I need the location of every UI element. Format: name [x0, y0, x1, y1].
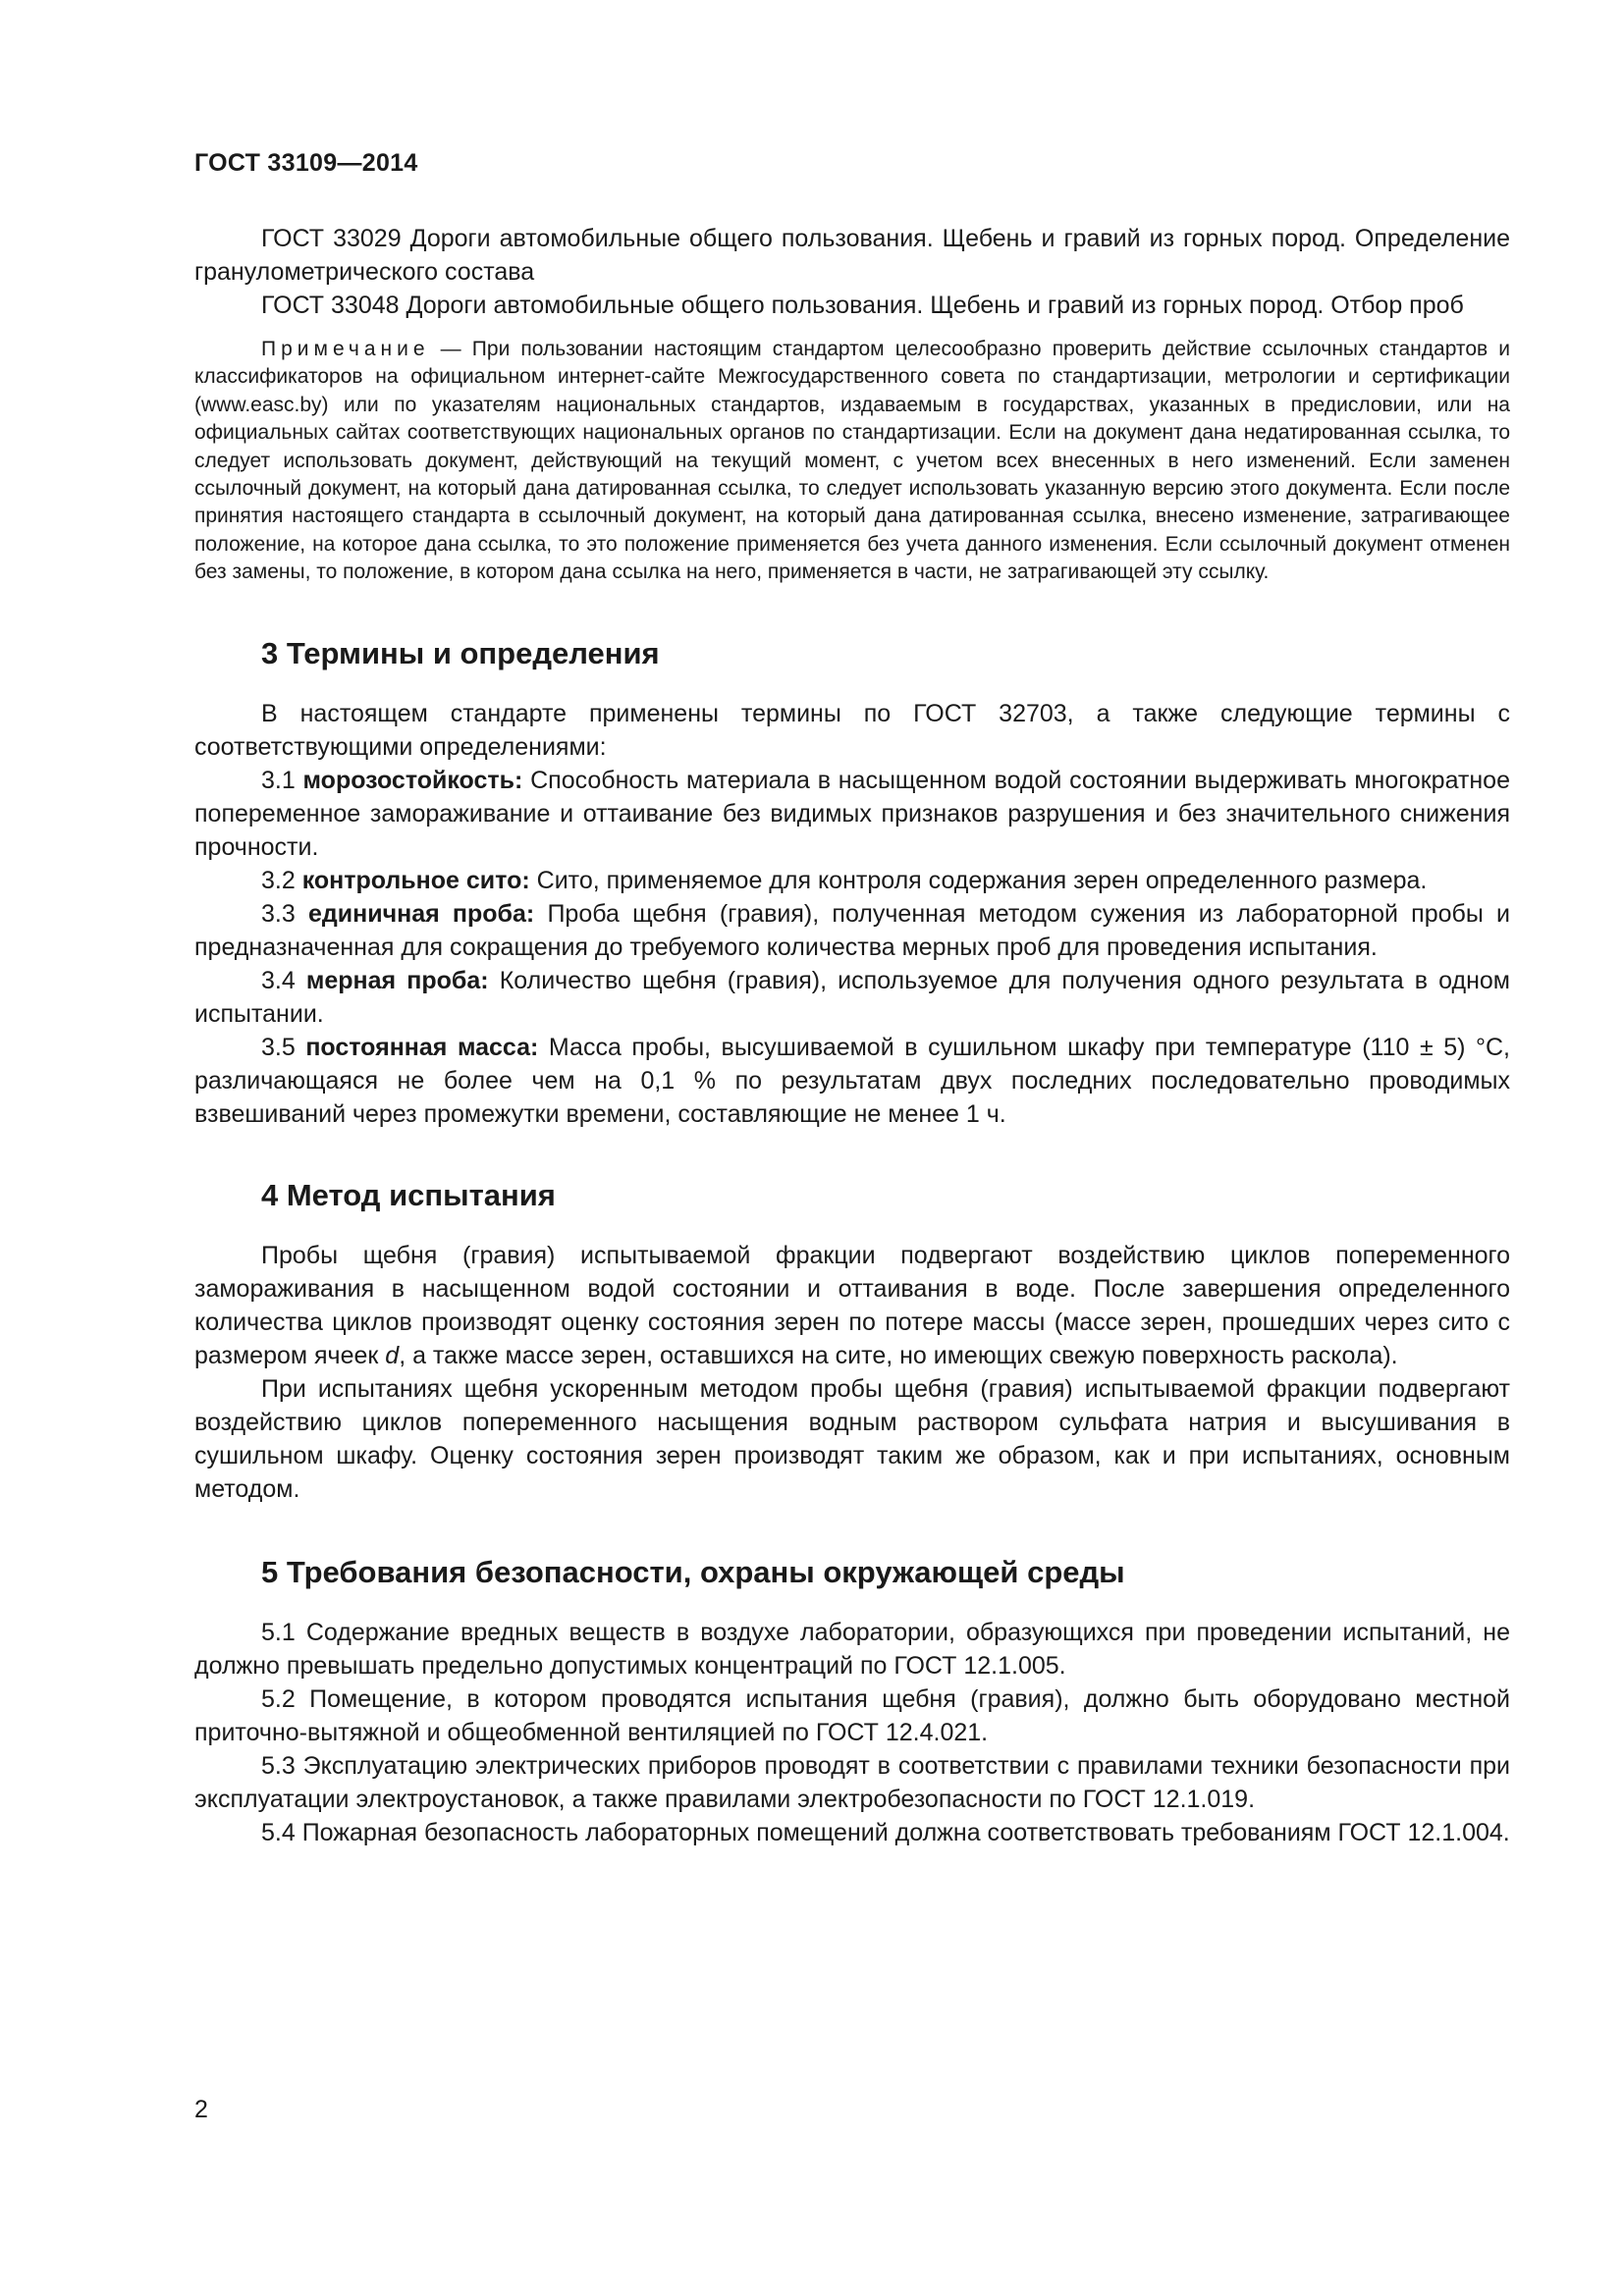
term-definition [194, 764, 1510, 864]
note-text: При пользовании настоящим стандартом целесообразно проверить действие ссылочных стандартов и классификаторов на официальном интернет-сайте Межгосударственного совета по стандартизации, метрологии и сертификации (www.easc.by) или по указателям национальных стандартов, издаваемым в государствах, указанных в предисловии, или на официальных сайтах соответствующих национальных органов по стандартизации. Если на документ дана недатированная ссылка, то следует использовать документ, действующий на текущий момент, с учетом всех внесенных в него изменений. Если заменен ссылочный документ, на который дана датированная ссылка, то следует использовать указанную версию этого документа. Если после принятия настоящего стандарта в ссылочный документ, на который дана датированная ссылка, внесено изменение, затрагивающее положение, на которое дана ссылка, то это положение применяется без учета данного изменения. Если ссылочный документ отменен без замены, то положение, в котором дана ссылка на него, применяется в части, не затрагивающей эту ссылку. [194, 338, 1510, 584]
section-3-title: 3 Термины и определения [261, 635, 660, 670]
section-4-title: 4 Метод испытания [261, 1177, 556, 1212]
term-definition [194, 964, 1510, 1031]
term-definition [194, 1031, 1510, 1131]
term-text: Проба щебня (гравия), полученная методом сужения из лабораторной пробы и предназначенная для сокращения до требуемого количества мерных проб для проведения испытания. [194, 899, 1510, 961]
term-definition [194, 897, 1510, 964]
paragraph-text: Пробы щебня (гравия) испытываемой фракции подвергают воздействию циклов попеременного замораживания в насыщенном водой состоянии и оттаивания в воде. После завершения определенного количества циклов производят оценку состояния зерен по потере массы (массе зерен, прошедших через сито с размером ячеек [194, 1241, 1510, 1369]
term-name: единичная проба: [307, 899, 535, 928]
page-number: 2 [194, 2096, 208, 2123]
reference-entry: ГОСТ 33048 Дороги автомобильные общего пользования. Щебень и гравий из горных пород. Отбор проб [261, 292, 1464, 319]
term-number: 3.5 [261, 1033, 306, 1061]
term-name: мерная проба: [305, 966, 489, 994]
section-5-item: 5.3 Эксплуатацию электрических приборов проводят в соответствии с правилами техники безопасности при эксплуатации электроустановок, а также правилами электробезопасности по ГОСТ 12.1.019. [194, 1751, 1510, 1813]
note-dash: — [429, 338, 472, 360]
term-definition [194, 864, 1510, 897]
term-text: Масса пробы, высушиваемой в сушильном шкафу при температуре (110 ± 5) °С, различающаяся не более чем на 0,1 % по результатам двух последних последовательно проводимых взвешиваний через промежутки времени, составляющие не менее 1 ч. [194, 1033, 1511, 1128]
reference-entry: ГОСТ 33029 Дороги автомобильные общего пользования. Щебень и гравий из горных пород. Определение гранулометрического состава [194, 225, 1510, 286]
section-5-item: 5.1 Содержание вредных веществ в воздухе лаборатории, образующихся при проведении испытаний, не должно превышать предельно допустимых концентраций по ГОСТ 12.1.005. [194, 1618, 1510, 1680]
section-5-item: 5.4 Пожарная безопасность лабораторных помещений должна соответствовать требованиям ГОСТ 12.1.004. [261, 1818, 1510, 1846]
term-text: Способность материала в насыщенном водой состоянии выдерживать многократное попеременное замораживание и оттаивание без видимых признаков разрушения и без значительного снижения прочности. [194, 766, 1510, 861]
term-name: постоянная масса: [305, 1033, 539, 1061]
section-4-paragraph: При испытаниях щебня ускоренным методом пробы щебня (гравия) испытываемой фракции подвергают воздействию циклов попеременного насыщения водным раствором сульфата натрия и высушивания в сушильном шкафу. Оценку состояния зерен производят таким же образом, как и при испытаниях, основным методом. [194, 1374, 1510, 1503]
section-5-title: 5 Требования безопасности, охраны окружающей среды [261, 1554, 1125, 1589]
document-header: ГОСТ 33109—2014 [194, 149, 418, 177]
paragraph-text: , а также массе зерен, оставшихся на сите, но имеющих свежую поверхность раскола). [399, 1341, 1398, 1369]
term-text: Сито, применяемое для контроля содержания зерен определенного размера. [529, 866, 1428, 894]
term-text: Количество щебня (гравия), используемое для получения одного результата в одном испытании. [194, 966, 1510, 1028]
term-number: 3.1 [261, 766, 303, 794]
section-3-intro: В настоящем стандарте применены термины по ГОСТ 32703, а также следующие термины с соответствующими определениями: [194, 699, 1510, 761]
term-number: 3.4 [261, 966, 306, 994]
document-body [194, 222, 1510, 1849]
term-number: 3.3 [261, 899, 308, 928]
section-4-paragraph [194, 1239, 1510, 1372]
term-name: морозостойкость: [302, 766, 523, 794]
note-paragraph [194, 336, 1510, 587]
section-5-item: 5.2 Помещение, в котором проводятся испытания щебня (гравия), должно быть оборудовано местной приточно-вытяжной и общеобменной вентиляцией по ГОСТ 12.4.021. [194, 1684, 1510, 1746]
note-label: Примечание [261, 338, 430, 360]
variable-d: d [385, 1341, 400, 1369]
term-number: 3.2 [261, 866, 302, 894]
term-name: контрольное сито: [301, 866, 530, 894]
